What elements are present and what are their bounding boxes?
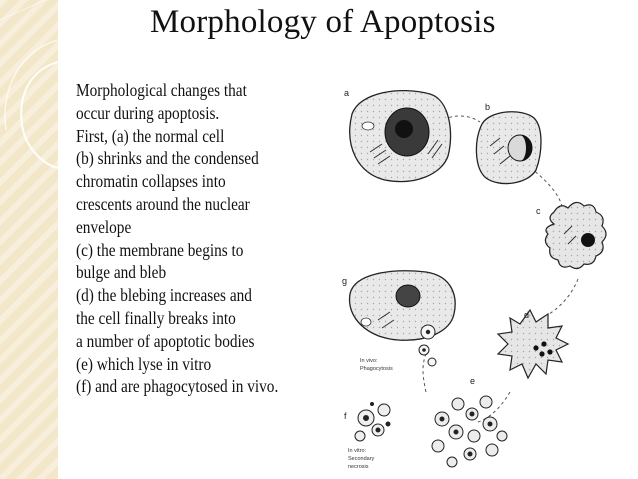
text-line: (d) the blebing increases and (76, 285, 252, 306)
cell-c-blebbing (545, 202, 606, 268)
decorative-arcs (0, 0, 58, 479)
text-line: a number of apoptotic bodies (76, 330, 255, 351)
text-line: (b) shrinks and the condensed (76, 148, 259, 169)
text-line: occur during apoptosis. (76, 102, 220, 123)
text-line: First, (a) the normal cell (76, 125, 225, 146)
cell-d-fragmenting (498, 310, 568, 378)
text-line: bulge and bleb (76, 262, 167, 283)
text-line: crescents around the nuclear (76, 193, 250, 214)
in-vitro-label: In vitro: (348, 448, 367, 454)
description-text (76, 79, 305, 398)
text-line: envelope (76, 216, 132, 237)
panel-label-a: a (344, 88, 350, 98)
apoptosis-diagram (330, 74, 630, 479)
text-line: chromatin collapses into (76, 171, 226, 192)
panel-label-g: g (342, 276, 348, 286)
slide-title: Morphology of Apoptosis (150, 4, 496, 40)
panel-label-d: d (524, 310, 530, 320)
text-line: Morphological changes that (76, 80, 247, 100)
text-line: (f) and are phagocytosed in vivo. (76, 376, 279, 397)
cell-g-phagocytosis (350, 271, 456, 366)
phagocytosis-label: Phagocytosis (360, 366, 393, 372)
cell-e-apoptotic-bodies (432, 396, 507, 467)
text-line: (e) which lyse in vitro (76, 353, 212, 374)
panel-label-b: b (485, 102, 491, 112)
text-line: (c) the membrane begins to (76, 239, 244, 260)
decorative-side-band (0, 0, 58, 479)
secondary-label: Secondary (348, 456, 375, 462)
necrosis-label: necrosis (348, 464, 369, 470)
panel-label-c: c (536, 206, 541, 216)
in-vivo-label: In vivo: (360, 358, 378, 364)
cell-f-in-vitro (355, 403, 390, 442)
panel-label-e: e (470, 376, 476, 386)
cell-a-normal (350, 91, 451, 182)
panel-label-f: f (344, 411, 347, 421)
cell-b-shrinking (476, 112, 541, 184)
text-line: the cell finally breaks into (76, 307, 236, 328)
